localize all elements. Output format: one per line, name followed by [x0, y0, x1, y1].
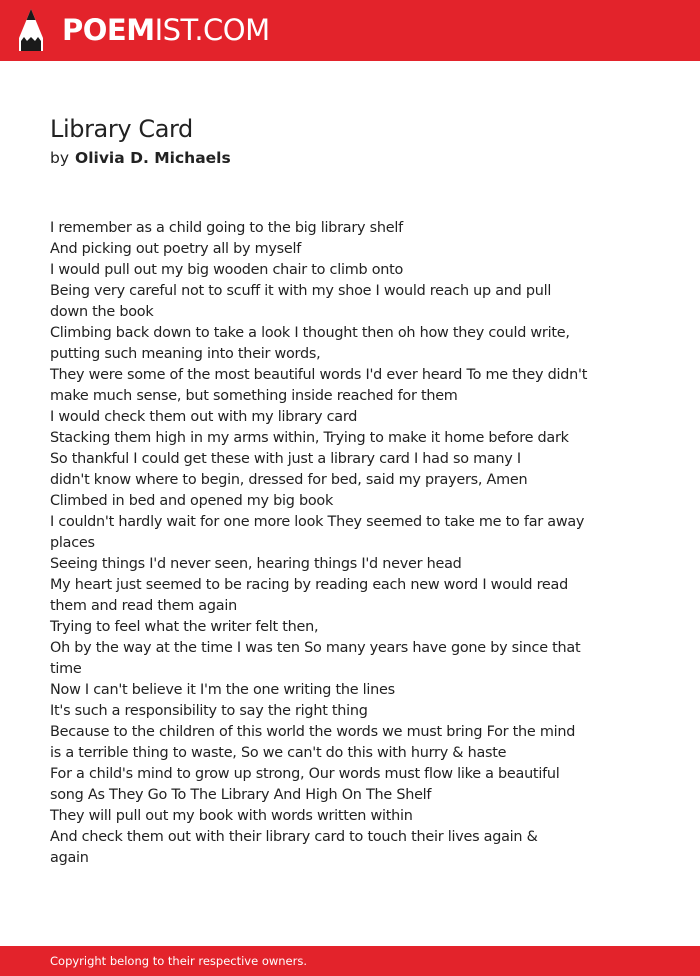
poem-line: is a terrible thing to waste, So we can't do this with hurry & haste: [50, 745, 507, 761]
poem-line: places: [50, 535, 95, 551]
poem-line: And check them out with their library card to touch their lives again &: [50, 829, 538, 845]
poem-line: make much sense, but something inside reached for them: [50, 388, 458, 404]
poem-line: Climbing back down to take a look I thought then oh how they could write,: [50, 325, 570, 341]
poem-title: Library Card: [50, 115, 193, 143]
poem-line: I would pull out my big wooden chair to climb onto: [50, 262, 404, 278]
site-header: [0, 0, 700, 61]
poem-line: And picking out poetry all by myself: [50, 241, 302, 257]
poem-line: them and read them again: [50, 598, 237, 614]
poem-line: time: [50, 661, 82, 677]
byline: [50, 149, 231, 167]
poem-line: My heart just seemed to be racing by reading each new word I would read: [50, 577, 568, 593]
poem-line: For a child's mind to grow up strong, Our words must flow like a beautiful: [50, 766, 560, 782]
poem-body: [50, 218, 590, 869]
pencil-tip-icon: [17, 8, 45, 52]
poem-line: again: [50, 850, 89, 866]
site-footer: [0, 946, 700, 976]
site-logo[interactable]: [62, 10, 270, 50]
poem-line: Climbed in bed and opened my big book: [50, 493, 334, 509]
poem-line: Trying to feel what the writer felt then,: [50, 619, 319, 635]
poem-line: Being very careful not to scuff it with my shoe I would reach up and pull: [50, 283, 552, 299]
poem-line: down the book: [50, 304, 154, 320]
poem-line: They will pull out my book with words written within: [50, 808, 413, 824]
logo-bold-text: POEM: [62, 13, 155, 47]
by-label: by: [50, 149, 70, 167]
poem-line: So thankful I could get these with just a library card I had so many I: [50, 451, 521, 467]
poem-line: I would check them out with my library card: [50, 409, 358, 425]
poem-line: Now I can't believe it I'm the one writing the lines: [50, 682, 395, 698]
poem-line: It's such a responsibility to say the right thing: [50, 703, 368, 719]
poem-line: I couldn't hardly wait for one more look They seemed to take me to far away: [50, 514, 585, 530]
author-name: Olivia D. Michaels: [75, 149, 231, 167]
poem-line: song As They Go To The Library And High On The Shelf: [50, 787, 432, 803]
poem-line: Seeing things I'd never seen, hearing things I'd never head: [50, 556, 462, 572]
poem-line: Because to the children of this world the words we must bring For the mind: [50, 724, 576, 740]
poem-line: didn't know where to begin, dressed for bed, said my prayers, Amen: [50, 472, 528, 488]
poem-line: putting such meaning into their words,: [50, 346, 321, 362]
poem-line: Stacking them high in my arms within, Trying to make it home before dark: [50, 430, 569, 446]
copyright-text: Copyright belong to their respective owners.: [50, 954, 308, 968]
logo-light-text: IST.COM: [154, 13, 270, 47]
poem-line: Oh by the way at the time I was ten So many years have gone by since that: [50, 640, 581, 656]
poem-line: They were some of the most beautiful words I'd ever heard To me they didn't: [50, 367, 588, 383]
poem-line: I remember as a child going to the big library shelf: [50, 220, 403, 236]
